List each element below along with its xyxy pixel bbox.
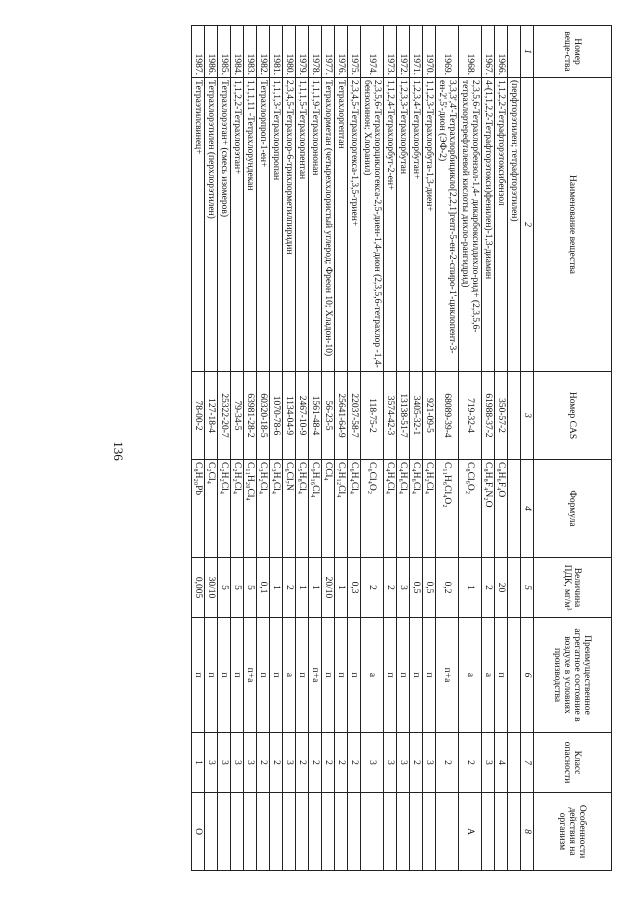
aggregate-state: п <box>335 618 348 733</box>
hazard-class: 2 <box>335 733 348 793</box>
cas-number: 1070-78-6 <box>270 372 283 460</box>
substance-name: 1,2,3,4-Тетрахлорбутан+ <box>410 78 423 372</box>
substance-number: 1984. <box>231 26 244 78</box>
hazard-class: 3 <box>231 733 244 793</box>
chemical-formula: C₁₁H₂₀Cl₄ <box>244 460 257 558</box>
cas-number: 25641-64-9 <box>335 372 348 460</box>
effect-marker <box>257 793 270 871</box>
pdk-value: 0,1 <box>257 558 270 618</box>
column-number: 5 <box>521 558 534 618</box>
table-row <box>257 26 270 871</box>
cas-number: 127-18-4 <box>205 372 218 460</box>
hazard-class: 2 <box>348 733 361 793</box>
pdk-value: 1 <box>335 558 348 618</box>
table-row <box>410 26 423 871</box>
hazard-class: 3 <box>244 733 257 793</box>
table-row <box>244 26 257 871</box>
substance-number: 1983. <box>244 26 257 78</box>
chemical-formula: C₂Cl₄ <box>205 460 218 558</box>
pdk-value: 2 <box>384 558 397 618</box>
substance-number: 1970. <box>423 26 436 78</box>
substance-number: 1976. <box>335 26 348 78</box>
pdk-value: 1 <box>309 558 322 618</box>
substance-name: 1,1,2,3-Тетрахлорбута-1,3-диен+ <box>423 78 436 372</box>
chemical-formula: C₈H₈F₄N₂O <box>482 460 495 558</box>
pdk-value: 0,005 <box>192 558 205 618</box>
cas-number: 3405-32-1 <box>410 372 423 460</box>
aggregate-state: п <box>296 618 309 733</box>
substance-number: 1967. <box>482 26 495 78</box>
substance-number: 1979. <box>296 26 309 78</box>
effect-marker <box>335 793 348 871</box>
table-row <box>231 26 244 871</box>
chemical-formula: C₅H₈Cl₄ <box>296 460 309 558</box>
pdk-value: 20 <box>495 558 508 618</box>
pdk-value: 0,3 <box>348 558 361 618</box>
hazard-class: 2 <box>309 733 322 793</box>
pdk-value: 0,5 <box>423 558 436 618</box>
substance-number: 1982. <box>257 26 270 78</box>
aggregate-state: п <box>270 618 283 733</box>
header-number: Номер веще-ства <box>534 26 612 78</box>
cas-number: 63981-28-2 <box>244 372 257 460</box>
hazard-class: 2 <box>436 733 459 793</box>
pdk-value: 2 <box>482 558 495 618</box>
substance-name: 1,2,3,3-Тетрахлорбутан <box>397 78 410 372</box>
substance-number <box>508 26 521 78</box>
table-row <box>361 26 384 871</box>
substance-number: 1977. <box>322 26 335 78</box>
substance-number: 1978. <box>309 26 322 78</box>
aggregate-state: п+а <box>244 618 257 733</box>
chemical-formula: C₆H₄Cl₄ <box>348 460 361 558</box>
hazard-class: 3 <box>384 733 397 793</box>
chemical-formula: C₆Cl₄O₂ <box>361 460 384 558</box>
chemical-formula: C₄H₄Cl₄ <box>384 460 397 558</box>
substance-name: 1,1,1,3-Тетрахлорпропан <box>270 78 283 372</box>
substance-name: 1,1,2,2-Тетрафторэтоксибензол <box>495 78 508 372</box>
table-row <box>335 26 348 871</box>
hazard-class: 2 <box>322 733 335 793</box>
table-row <box>322 26 335 871</box>
cas-number: 22037-58-7 <box>348 372 361 460</box>
hazard-class: 3 <box>205 733 218 793</box>
rotated-table-container <box>27 25 612 870</box>
effect-marker <box>495 793 508 871</box>
table-row <box>270 26 283 871</box>
substance-name: Тетрахлоргептан <box>335 78 348 372</box>
hazard-class: 2 <box>270 733 283 793</box>
aggregate-state: п <box>495 618 508 733</box>
header-name: Наименование вещества <box>534 78 612 372</box>
effect-marker <box>410 793 423 871</box>
chemical-formula: C₇H₁₂Cl₄ <box>335 460 348 558</box>
pdk-value: 2 <box>361 558 384 618</box>
substance-name: (перфторэтилен; тетрафторэтилен) <box>508 78 521 372</box>
effect-marker <box>231 793 244 871</box>
hazard-class: 4 <box>495 733 508 793</box>
chemical-formula: CCl₄ <box>322 460 335 558</box>
substance-name: 1,1,1,5-Тетрахлорпентан <box>296 78 309 372</box>
cas-number: 68089-39-4 <box>436 372 459 460</box>
chemical-formula: C₄H₆Cl₄ <box>397 460 410 558</box>
table-row <box>296 26 309 871</box>
cas-number: 61988-37-2 <box>482 372 495 460</box>
table-row <box>192 26 205 871</box>
substance-name: Тетрахлорэтилен (перхлорэтилен) <box>205 78 218 372</box>
hazard-class: 2 <box>257 733 270 793</box>
chemical-formula: C₈H₂₀Pb <box>192 460 205 558</box>
substance-number: 1971. <box>410 26 423 78</box>
table-row <box>459 26 482 871</box>
aggregate-state: п <box>231 618 244 733</box>
hazard-class: 3 <box>218 733 231 793</box>
effect-marker <box>436 793 459 871</box>
chemical-formula: C₃H₂Cl₄ <box>257 460 270 558</box>
page-number: 136 <box>111 441 126 461</box>
aggregate-state: п <box>322 618 335 733</box>
aggregate-state: п <box>192 618 205 733</box>
aggregate-state: п <box>205 618 218 733</box>
aggregate-state: п <box>384 618 397 733</box>
effect-marker <box>397 793 410 871</box>
cas-number: 25322-20-7 <box>218 372 231 460</box>
effect-marker <box>322 793 335 871</box>
column-number: 6 <box>521 618 534 733</box>
header-pdk: Величина ПДК, мг/м³ <box>534 558 612 618</box>
cas-number: 79-34-5 <box>231 372 244 460</box>
substance-number: 1974. <box>361 26 384 78</box>
effect-marker: О <box>192 793 205 871</box>
aggregate-state: а <box>482 618 495 733</box>
header-row <box>534 26 612 871</box>
aggregate-state: а <box>459 618 482 733</box>
effect-marker <box>361 793 384 871</box>
hazard-class: 1 <box>192 733 205 793</box>
cas-number: 118-75-2 <box>361 372 384 460</box>
substance-name: 3,3,3',4'-Тетрахлорбицикло[2,2,1]гепт-5-ен-2-спиро-1'-циклопент-3-ен-2',5'-дион (ЭФ-2) <box>436 78 459 372</box>
cas-number: 3574-42-3 <box>384 372 397 460</box>
substance-number: 1973. <box>384 26 397 78</box>
header-cas: Номер CAS <box>534 372 612 460</box>
pdk-value: 2 <box>283 558 296 618</box>
cas-number: 2467-10-9 <box>296 372 309 460</box>
substance-name: 2,3,4,5-Тетрахлор-6-трихлорметилпиридин <box>283 78 296 372</box>
aggregate-state <box>508 618 521 733</box>
chemical-formula: C₉H₁₆Cl₄ <box>309 460 322 558</box>
substance-name: Тетрахлорэтан+ (смесь изомеров) <box>218 78 231 372</box>
substance-name: Тетрахлорметан (четыреххлористый углерод; Фреон 10; Хладон-10) <box>322 78 335 372</box>
hazard-class: 2 <box>296 733 309 793</box>
effect-marker <box>423 793 436 871</box>
substance-name: 2,3,5,6-Тетрахлорбензол-1,4- дикарбоксилдихло-рид+ (2,3,5,6-тетрахлортерефталевой кислоты дихло-рангидрид) <box>459 78 482 372</box>
cas-number: 13138-51-7 <box>397 372 410 460</box>
cas-number: 1134-04-9 <box>283 372 296 460</box>
pdk-value: 0,2 <box>436 558 459 618</box>
pdk-value: 5 <box>218 558 231 618</box>
pdk-value: 5 <box>231 558 244 618</box>
substance-number: 1981. <box>270 26 283 78</box>
substance-number: 1987. <box>192 26 205 78</box>
substance-number: 1968. <box>459 26 482 78</box>
table-row <box>283 26 296 871</box>
substance-number: 1985. <box>218 26 231 78</box>
column-number: 4 <box>521 460 534 558</box>
column-number: 7 <box>521 733 534 793</box>
chemical-formula: C₂H₂Cl₄ <box>231 460 244 558</box>
cas-number: 60320-18-5 <box>257 372 270 460</box>
effect-marker <box>296 793 309 871</box>
substance-number: 1980. <box>283 26 296 78</box>
header-class: Класс опасности <box>534 733 612 793</box>
effect-marker <box>218 793 231 871</box>
column-number: 3 <box>521 372 534 460</box>
table-row <box>436 26 459 871</box>
substance-name: 1,1,2,2-Тетрахлорэтан+ <box>231 78 244 372</box>
effect-marker <box>348 793 361 871</box>
cas-number: 1561-48-4 <box>309 372 322 460</box>
hazard-class: 3 <box>482 733 495 793</box>
table-row <box>508 26 521 871</box>
table-row <box>482 26 495 871</box>
column-number: 2 <box>521 78 534 372</box>
table-row <box>205 26 218 871</box>
table-row <box>384 26 397 871</box>
substance-name: 4-(1,1,2,2-Тетрафторэтокси)фенилен)-1,3-диамин <box>482 78 495 372</box>
chemical-formula <box>508 460 521 558</box>
substance-name: Тетрахлорпроп-1-ен+ <box>257 78 270 372</box>
header-effect: Особенности действия на организм <box>534 793 612 871</box>
table-row <box>495 26 508 871</box>
aggregate-state: а <box>361 618 384 733</box>
aggregate-state: п <box>218 618 231 733</box>
substance-number: 1972. <box>397 26 410 78</box>
cas-number: 921-09-5 <box>423 372 436 460</box>
chemical-formula: C₈Cl₆O₂ <box>459 460 482 558</box>
column-number: 8 <box>521 793 534 871</box>
aggregate-state: п <box>348 618 361 733</box>
cas-number: 56-23-5 <box>322 372 335 460</box>
chemical-formula: C₈H₆F₄O <box>495 460 508 558</box>
aggregate-state: п <box>257 618 270 733</box>
aggregate-state: п <box>410 618 423 733</box>
chemical-formula: C₂H₂Cl₄ <box>218 460 231 558</box>
aggregate-state: п+а <box>436 618 459 733</box>
pdk-value: 0,5 <box>410 558 423 618</box>
effect-marker <box>205 793 218 871</box>
chemical-formula: C₆Cl₇N <box>283 460 296 558</box>
chemical-formula: C₄H₆Cl₄ <box>410 460 423 558</box>
substance-name: Тетраэтилсвинец+ <box>192 78 205 372</box>
aggregate-state: п+а <box>309 618 322 733</box>
column-number: 1 <box>521 26 534 78</box>
cas-number: 78-00-2 <box>192 372 205 460</box>
substance-number: 1975. <box>348 26 361 78</box>
hazard-class: 3 <box>423 733 436 793</box>
pdk-value: 5 <box>244 558 257 618</box>
pdk-value: 1 <box>270 558 283 618</box>
table-row <box>397 26 410 871</box>
substance-number: 1986. <box>205 26 218 78</box>
header-formula: Формула <box>534 460 612 558</box>
pdk-value: 1 <box>296 558 309 618</box>
table-row <box>348 26 361 871</box>
substance-name: 1,1,2,4-Тетрахлорбут-2-ен+ <box>384 78 397 372</box>
pdk-value: 3 <box>397 558 410 618</box>
pdk-value: 1 <box>459 558 482 618</box>
table-row <box>423 26 436 871</box>
substance-number: 1966. <box>495 26 508 78</box>
substance-name: 2,3,4,5-Тетрахлоргекса-1,3,5-триен+ <box>348 78 361 372</box>
chemical-formula: C₄H₂Cl₄ <box>423 460 436 558</box>
effect-marker <box>270 793 283 871</box>
cas-number: 719-32-4 <box>459 372 482 460</box>
substance-name: 2,3,5,6-Тетрахлорциклогекса-2,5-диен-1,4-дион (2,3,5,6-тетрахлор -1,4-бензохинон; Хлоранил) <box>361 78 384 372</box>
effect-marker <box>244 793 257 871</box>
pdk-value: 30/10 <box>205 558 218 618</box>
column-number-row <box>521 26 534 871</box>
cas-number: 350-57-2 <box>495 372 508 460</box>
header-state: Преимущественное агрегатное состояние в воздухе в условиях производства <box>534 618 612 733</box>
substance-name: 1,1,1,11 -Тетрахлорундекан <box>244 78 257 372</box>
aggregate-state: а <box>283 618 296 733</box>
effect-marker <box>309 793 322 871</box>
chemical-formula: C₃H₄Cl₄ <box>270 460 283 558</box>
effect-marker <box>384 793 397 871</box>
substance-table <box>191 25 612 871</box>
table-row <box>309 26 322 871</box>
aggregate-state: п <box>423 618 436 733</box>
effect-marker <box>508 793 521 871</box>
cas-number <box>508 372 521 460</box>
hazard-class: 3 <box>361 733 384 793</box>
effect-marker <box>283 793 296 871</box>
hazard-class: 3 <box>283 733 296 793</box>
hazard-class: 3 <box>397 733 410 793</box>
pdk-value: 20/10 <box>322 558 335 618</box>
chemical-formula: C₁₁H₆Cl₄O₂ <box>436 460 459 558</box>
hazard-class <box>508 733 521 793</box>
pdk-value <box>508 558 521 618</box>
hazard-class: 2 <box>410 733 423 793</box>
substance-name: 1,1,1,9-Тетрахлорнонан <box>309 78 322 372</box>
aggregate-state: п <box>397 618 410 733</box>
hazard-class: 2 <box>459 733 482 793</box>
substance-number: 1969. <box>436 26 459 78</box>
effect-marker: А <box>459 793 482 871</box>
table-row <box>218 26 231 871</box>
effect-marker <box>482 793 495 871</box>
